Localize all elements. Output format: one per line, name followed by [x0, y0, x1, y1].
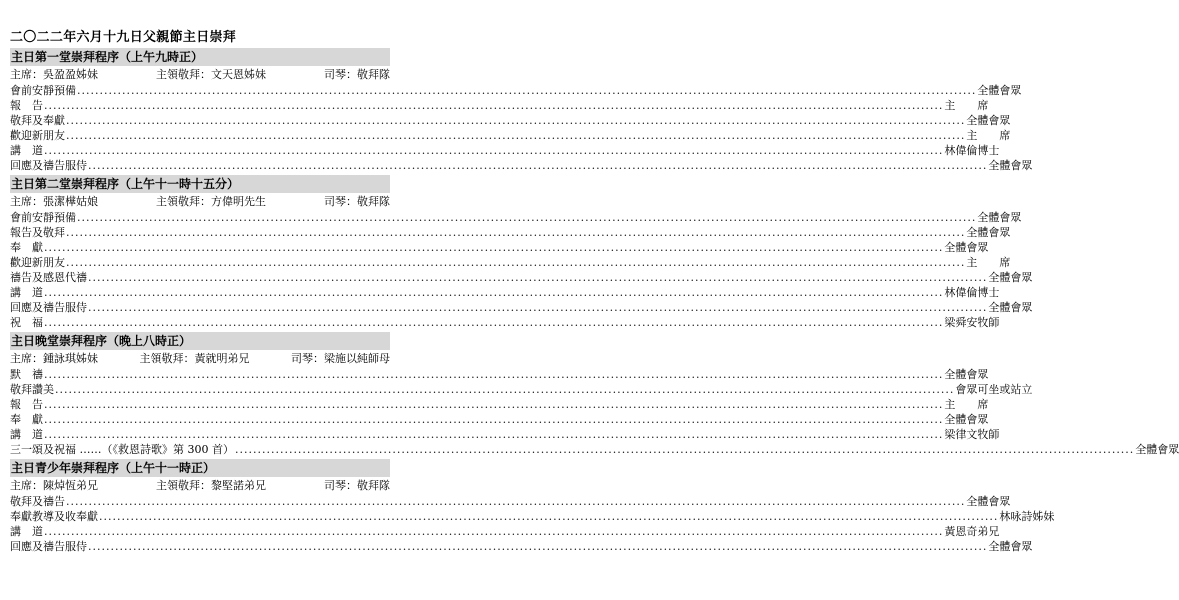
worship-leader: 主領敬拜：方偉明先生 [156, 195, 266, 208]
worship-leader: 主領敬拜：黃就明弟兄 [139, 352, 250, 365]
program-item [10, 442, 1179, 457]
program-item [10, 83, 1022, 98]
program-item [10, 255, 1011, 270]
program-item-person: 全體會眾 [988, 540, 1033, 553]
program-item-person: 全體會眾 [966, 114, 1011, 127]
program-item-label: 祝 福 [10, 316, 43, 329]
program-item [10, 367, 989, 382]
program-item [10, 143, 1000, 158]
program-item [10, 285, 1000, 300]
presider: 主席：陳焯恆弟兄 [10, 479, 98, 492]
program-item-label: 敬拜及禱告 [10, 495, 65, 508]
dot-leader: ........................................................................................................................................................................................................ [44, 286, 944, 299]
program-item [10, 113, 1011, 128]
section-header: 主日第二堂崇拜程序（上午十一時十五分） [10, 175, 390, 193]
dot-leader: ........................................................................................................................................................................................................ [66, 495, 966, 508]
program-item-person: 主 席 [966, 129, 1011, 142]
program-item [10, 158, 1033, 173]
program-item-person: 全體會眾 [944, 413, 989, 426]
program-item [10, 300, 1033, 315]
program-item [10, 270, 1033, 285]
dot-leader: ........................................................................................................................................................................................................ [44, 368, 944, 381]
presider: 主席：鍾詠琪姊妹 [10, 352, 98, 365]
dot-leader: ........................................................................................................................................................................................................ [88, 540, 988, 553]
section-gap [10, 554, 390, 556]
service-roles [10, 351, 390, 367]
worship-section [10, 48, 1033, 175]
program-item-label: 敬拜及奉獻 [10, 114, 65, 127]
program-item-person: 林偉倫博士 [944, 286, 1000, 299]
worship-sections [10, 48, 1179, 556]
service-roles [10, 478, 390, 494]
presider: 主席：張潔樺姑娘 [10, 195, 98, 208]
pianist: 司琴：敬拜隊 [324, 195, 390, 208]
program-item-person: 梁舜安牧師 [944, 316, 1000, 329]
program-item [10, 397, 989, 412]
program-item-person: 全體會眾 [944, 368, 989, 381]
program-item [10, 412, 989, 427]
program-item-label: 報告及敬拜 [10, 226, 65, 239]
program-item-person: 全體會眾 [988, 159, 1033, 172]
dot-leader: ........................................................................................................................................................................................................ [88, 271, 988, 284]
program-item [10, 98, 989, 113]
program-item-person: 全體會眾 [977, 84, 1022, 97]
program-item [10, 225, 1011, 240]
worship-section [10, 175, 1033, 332]
dot-leader: ........................................................................................................................................................................................................ [66, 256, 966, 269]
program-item-label: 講 道 [10, 286, 43, 299]
worship-section [10, 459, 1055, 556]
program-item-label: 講 道 [10, 525, 43, 538]
program-item-person: 主 席 [944, 398, 989, 411]
program-item-person: 主 席 [944, 99, 989, 112]
dot-leader: ........................................................................................................................................................................................................ [77, 211, 977, 224]
dot-leader: ........................................................................................................................................................................................................ [44, 241, 944, 254]
program-item [10, 240, 989, 255]
dot-leader: ........................................................................................................................................................................................................ [44, 316, 944, 329]
service-roles [10, 67, 390, 83]
program-item-person: 全體會眾 [966, 226, 1011, 239]
program-item-person: 林咏詩姊妹 [999, 510, 1055, 523]
program-item-label: 歡迎新朋友 [10, 256, 65, 269]
program-item-person: 全體會眾 [966, 495, 1011, 508]
program-item [10, 509, 1055, 524]
program-item-person: 全體會眾 [977, 211, 1022, 224]
program-item-person: 全體會眾 [988, 301, 1033, 314]
dot-leader: ........................................................................................................................................................................................................ [55, 383, 955, 396]
program-item [10, 382, 1033, 397]
page-title: 二〇二二年六月十九日父親節主日崇拜 [10, 30, 237, 45]
program-item-label: 會前安靜預備 [10, 211, 76, 224]
program-item-label: 禱告及感恩代禱 [10, 271, 87, 284]
program-item-label: 回應及禱告服侍 [10, 301, 87, 314]
dot-leader: ........................................................................................................................................................................................................ [44, 398, 944, 411]
program-item [10, 539, 1033, 554]
dot-leader: ........................................................................................................................................................................................................ [66, 114, 966, 127]
program-item [10, 427, 1000, 442]
dot-leader: ........................................................................................................................................................................................................ [44, 413, 944, 426]
dot-leader: ........................................................................................................................................................................................................ [234, 443, 1135, 456]
dot-leader: ........................................................................................................................................................................................................ [66, 129, 966, 142]
dot-leader: ........................................................................................................................................................................................................ [99, 510, 999, 523]
program-item-person: 全體會眾 [944, 241, 989, 254]
program-item-label: 會前安靜預備 [10, 84, 76, 97]
program-item [10, 494, 1011, 509]
pianist: 司琴：梁施以純師母 [291, 352, 390, 365]
program-item-person: 梁律文牧師 [944, 428, 1000, 441]
dot-leader: ........................................................................................................................................................................................................ [88, 301, 988, 314]
dot-leader: ........................................................................................................................................................................................................ [88, 159, 988, 172]
program-item-label: 報 告 [10, 398, 43, 411]
worship-leader: 主領敬拜：文天恩姊妹 [156, 68, 266, 81]
section-header: 主日青少年崇拜程序（上午十一時正） [10, 459, 390, 477]
program-item-label: 奉 獻 [10, 241, 43, 254]
section-header: 主日第一堂崇拜程序（上午九時正） [10, 48, 390, 66]
program-item-label: 回應及禱告服侍 [10, 540, 87, 553]
program-item-label: 回應及禱告服侍 [10, 159, 87, 172]
presider: 主席：吳盈盈姊妹 [10, 68, 98, 81]
pianist: 司琴：敬拜隊 [324, 479, 390, 492]
program-item-person: 全體會眾 [1135, 443, 1179, 456]
program-item-person: 林偉倫博士 [944, 144, 1000, 157]
program-item [10, 315, 1000, 330]
program-item-label: 三一頌及祝福 ……（《救恩詩歌》第 300 首） [10, 443, 234, 456]
dot-leader: ........................................................................................................................................................................................................ [44, 525, 944, 538]
program-item-label: 講 道 [10, 428, 43, 441]
program-item-label: 敬拜讚美 [10, 383, 54, 396]
program-item-person: 會眾可坐或站立 [955, 383, 1033, 396]
program-item-person: 主 席 [966, 256, 1011, 269]
dot-leader: ........................................................................................................................................................................................................ [44, 428, 944, 441]
program-item-label: 奉獻教導及收奉獻 [10, 510, 98, 523]
program-item [10, 128, 1011, 143]
section-header: 主日晚堂崇拜程序（晚上八時正） [10, 332, 390, 350]
program-item-label: 默 禱 [10, 368, 43, 381]
program-item [10, 524, 1000, 539]
dot-leader: ........................................................................................................................................................................................................ [66, 226, 966, 239]
program-item-label: 講 道 [10, 144, 43, 157]
dot-leader: ........................................................................................................................................................................................................ [44, 144, 944, 157]
pianist: 司琴：敬拜隊 [324, 68, 390, 81]
worship-section [10, 332, 1179, 459]
program-item-label: 報 告 [10, 99, 43, 112]
program-item-label: 歡迎新朋友 [10, 129, 65, 142]
program-item-label: 奉 獻 [10, 413, 43, 426]
program-item-person: 全體會眾 [988, 271, 1033, 284]
dot-leader: ........................................................................................................................................................................................................ [77, 84, 977, 97]
program-item [10, 210, 1022, 225]
worship-leader: 主領敬拜：黎堅諾弟兄 [156, 479, 266, 492]
service-roles [10, 194, 390, 210]
program-item-person: 黃恩奇弟兄 [944, 525, 1000, 538]
dot-leader: ........................................................................................................................................................................................................ [44, 99, 944, 112]
